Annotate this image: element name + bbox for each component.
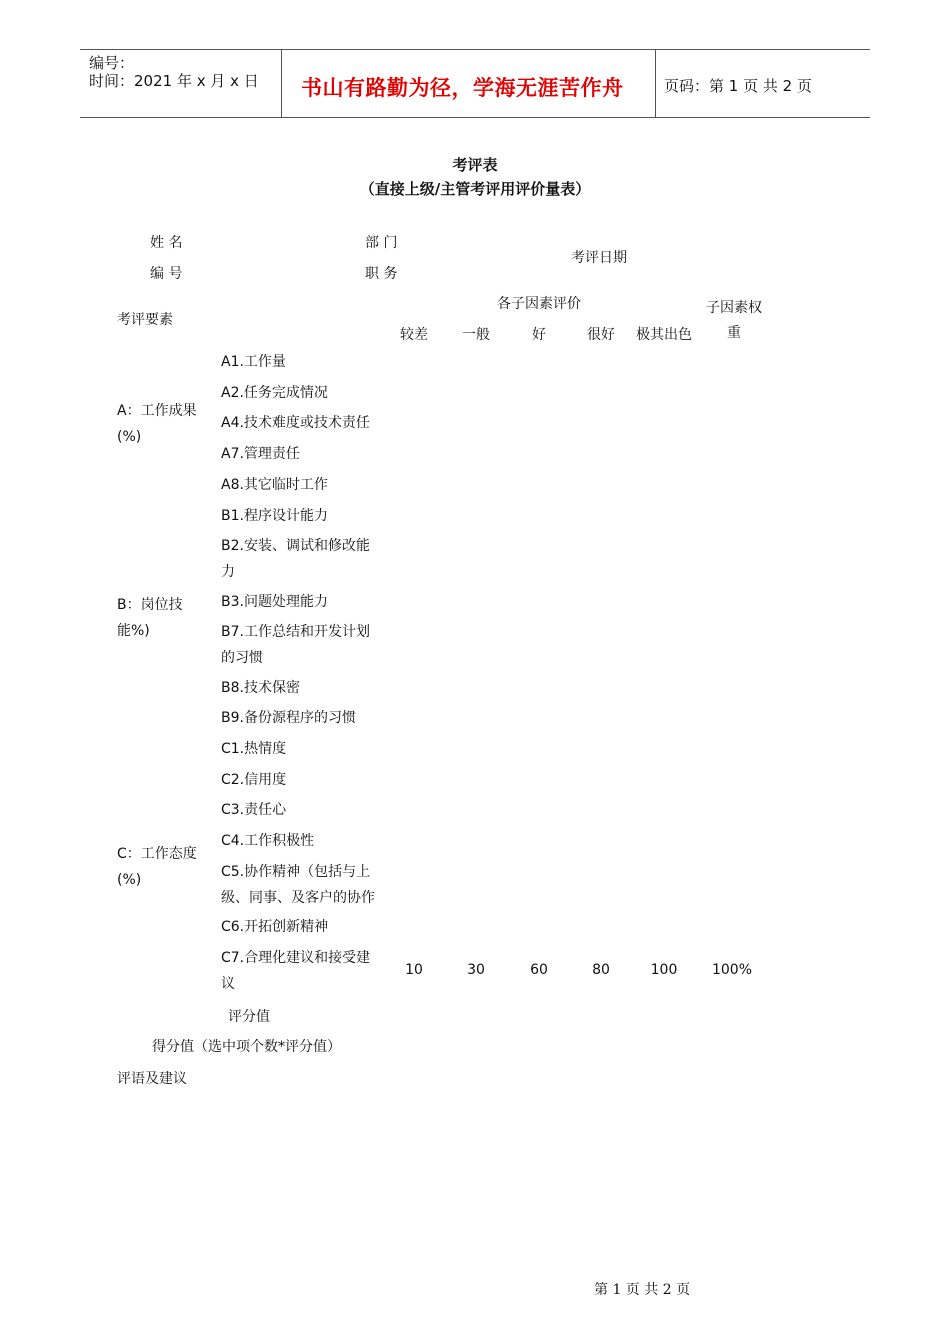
item-a2: A2.任务完成情况 (221, 385, 328, 401)
page-footer: 第 1 页 共 2 页 (594, 1282, 691, 1298)
item-b3: B3.问题处理能力 (221, 594, 328, 610)
item-b8: B8.技术保密 (221, 680, 300, 696)
item-c5: C5.协作精神（包括与上级、同事、及客户的协作 (221, 864, 375, 906)
field-name-label: 姓 名 (150, 235, 183, 251)
item-a4: A4.技术难度或技术责任 (221, 415, 370, 431)
score-good: 60 (530, 962, 548, 978)
header-divider-right (655, 49, 656, 117)
field-position-label: 职 务 (365, 266, 398, 282)
item-b1: B1.程序设计能力 (221, 508, 328, 524)
score-poor: 10 (405, 962, 423, 978)
header-divider-left (281, 49, 282, 117)
group-c-label: C：工作态度(%) (117, 846, 197, 888)
group-b-label: B：岗位技能%) (117, 597, 183, 639)
field-dept-label: 部 门 (365, 235, 398, 251)
page-indicator: 页码：第 1 页 共 2 页 (664, 77, 812, 95)
level-poor: 较差 (400, 327, 428, 343)
doc-title: 考评表 (452, 156, 498, 174)
score-fair: 30 (467, 962, 485, 978)
item-c4: C4.工作积极性 (221, 833, 315, 849)
item-c7: C7.合理化建议和接受建议 (221, 950, 371, 992)
rating-header: 各子因素评价 (497, 296, 581, 312)
comments-label: 评语及建议 (117, 1071, 187, 1087)
item-a1: A1.工作量 (221, 354, 286, 370)
level-good: 好 (532, 327, 546, 343)
item-b9: B9.备份源程序的习惯 (221, 710, 356, 726)
item-a8: A8.其它临时工作 (221, 477, 328, 493)
item-c1: C1.热情度 (221, 741, 287, 757)
weight-header: 子因素权重 (706, 300, 762, 341)
factor-header: 考评要素 (117, 312, 173, 328)
level-fair: 一般 (462, 327, 490, 343)
item-b2: B2.安装、调试和修改能力 (221, 538, 370, 580)
time-label: 时间：2021 年 x 月 x 日 (89, 72, 259, 90)
item-c3: C3.责任心 (221, 802, 287, 818)
score-very-good: 80 (592, 962, 610, 978)
item-b7: B7.工作总结和开发计划的习惯 (221, 624, 370, 666)
header-bottom-rule (80, 117, 870, 118)
item-a7: A7.管理责任 (221, 446, 300, 462)
field-number-label: 编 号 (150, 266, 183, 282)
header-top-rule (80, 49, 870, 50)
score-value-label: 评分值 (228, 1009, 270, 1025)
serial-label: 编号： (89, 54, 135, 72)
weight-total: 100% (711, 962, 753, 978)
level-excellent: 极其出色 (636, 327, 692, 343)
field-eval-date-label: 考评日期 (571, 250, 627, 266)
total-score-label: 得分值（选中项个数*评分值） (152, 1039, 341, 1055)
doc-subtitle: （直接上级/主管考评用评价量表） (359, 180, 591, 198)
item-c6: C6.开拓创新精神 (221, 919, 329, 935)
score-excellent: 100 (650, 962, 678, 978)
motto: 书山有路勤为径，学海无涯苦作舟 (301, 76, 624, 100)
item-c2: C2.信用度 (221, 772, 287, 788)
group-a-label: A：工作成果(%) (117, 403, 197, 445)
level-very-good: 很好 (587, 327, 615, 343)
